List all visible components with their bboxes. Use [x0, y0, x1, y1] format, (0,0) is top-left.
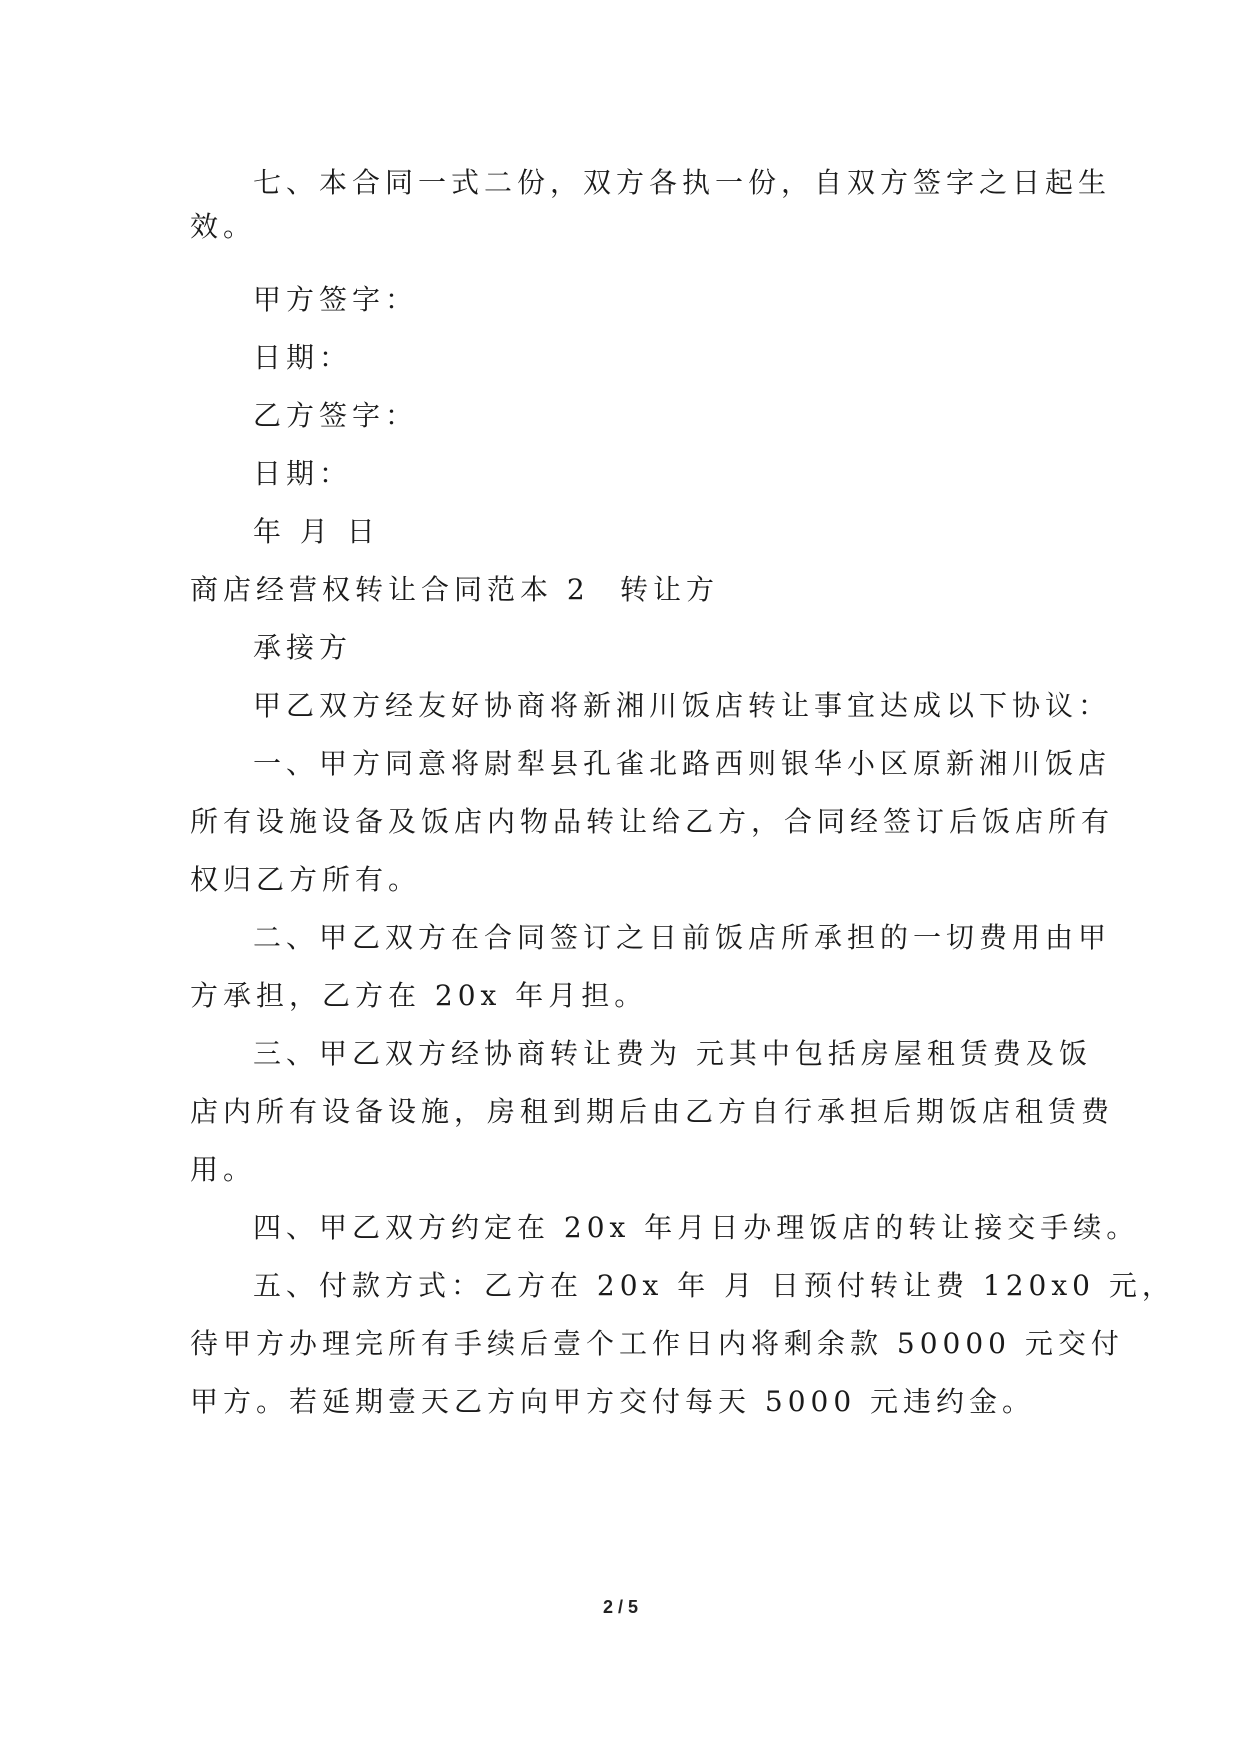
party-b-date-label: 日期： [253, 457, 353, 490]
date-placeholder: 年 月 日 [253, 515, 380, 548]
clause-seven-line-1: 七、本合同一式二份，双方各执一份，自双方签字之日起生 [253, 166, 1112, 199]
clause-seven-line-2: 效。 [190, 210, 257, 243]
clause-two-line-1: 二、甲乙双方在合同签订之日前饭店所承担的一切费用由甲 [253, 921, 1112, 954]
clause-three-line-3: 用。 [190, 1153, 257, 1186]
clause-five-line-2: 待甲方办理完所有手续后壹个工作日内将剩余款 50000 元交付 [190, 1327, 1124, 1360]
clause-two-line-2: 方承担，乙方在 20x 年月担。 [190, 979, 648, 1012]
party-a-signature-label: 甲方签字： [253, 283, 419, 316]
clause-three-line-2: 店内所有设备设施，房租到期后由乙方自行承担后期饭店租赁费 [190, 1095, 1115, 1128]
transferee-label: 承接方 [253, 631, 353, 664]
transferor-label: 转让方 [620, 573, 720, 606]
party-b-signature-label: 乙方签字： [253, 399, 419, 432]
clause-four-line-1: 四、甲乙双方约定在 20x 年月日办理饭店的转让接交手续。 [253, 1211, 1140, 1244]
contract-title: 商店经营权转让合同范本 2 [190, 573, 590, 606]
page-number: 2 / 5 [602, 1597, 639, 1617]
clause-five-line-1: 五、付款方式：乙方在 20x 年 月 日预付转让费 120x0 元， [253, 1269, 1175, 1302]
agreement-intro: 甲乙双方经友好协商将新湘川饭店转让事宜达成以下协议： [253, 689, 1112, 722]
clause-three-line-1: 三、甲乙双方经协商转让费为 元其中包括房屋租赁费及饭 [253, 1037, 1092, 1070]
party-a-date-label: 日期： [253, 341, 353, 374]
clause-five-line-3: 甲方。若延期壹天乙方向甲方交付每天 5000 元违约金。 [190, 1385, 1036, 1418]
clause-one-line-1: 一、甲方同意将尉犁县孔雀北路西则银华小区原新湘川饭店 [253, 747, 1112, 780]
clause-one-line-2: 所有设施设备及饭店内物品转让给乙方，合同经签订后饭店所有 [190, 805, 1115, 838]
clause-one-line-3: 权归乙方所有。 [190, 863, 422, 896]
